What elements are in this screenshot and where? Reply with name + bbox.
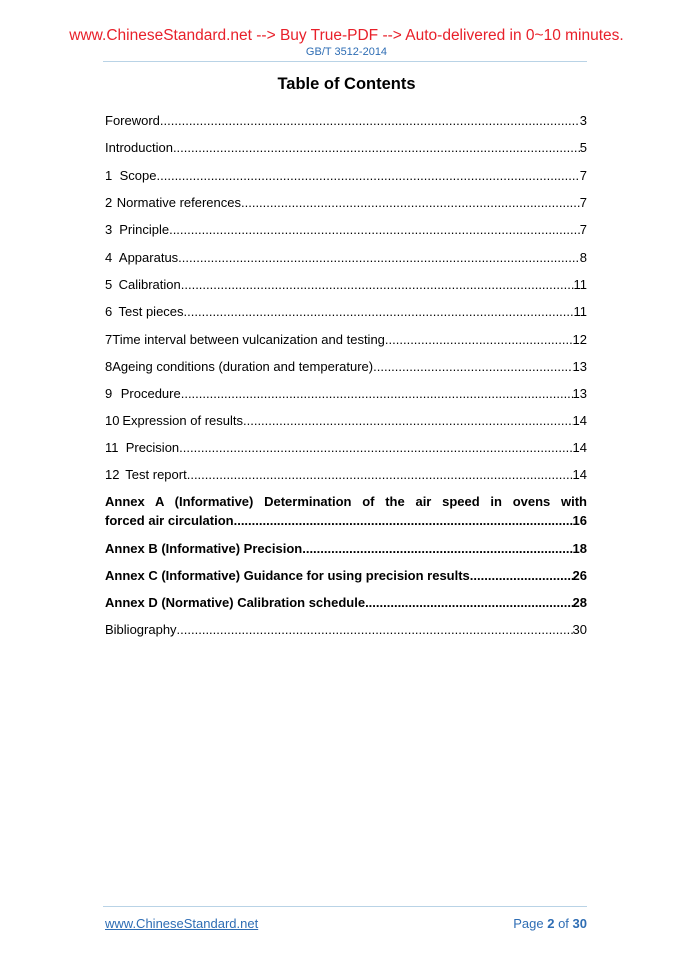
- toc-entry[interactable]: [105, 541, 587, 559]
- toc-entry-page: 7: [579, 222, 587, 237]
- page-total: 30: [572, 916, 587, 931]
- dot-leader: [373, 359, 572, 374]
- toc-entry-label: Apparatus: [118, 250, 179, 265]
- toc-entry[interactable]: [105, 440, 587, 458]
- dot-leader: [241, 195, 580, 210]
- dot-leader: [365, 595, 572, 610]
- dot-leader: [178, 250, 580, 265]
- dot-leader: [177, 622, 573, 637]
- toc-entry-label: Calibration: [118, 277, 181, 292]
- dot-leader: [243, 413, 573, 428]
- toc-entry-page: 14: [572, 467, 587, 482]
- toc-entry-page: 12: [572, 332, 587, 347]
- dot-leader: [179, 440, 572, 455]
- page-title: Table of Contents: [277, 75, 416, 93]
- toc-entry-number: 8: [105, 359, 113, 374]
- toc-entry-page: 5: [579, 140, 587, 155]
- toc-entry[interactable]: [105, 277, 587, 295]
- toc-entry-page: 28: [572, 595, 587, 610]
- page-prefix: Page: [513, 916, 548, 931]
- toc-entry-label: Expression of results: [122, 413, 243, 428]
- toc-entry[interactable]: [105, 413, 587, 431]
- toc-entry-number: 2: [105, 195, 113, 210]
- toc-entry-annex-a-line1[interactable]: Annex A (Informative) Determination of the air speed in ovens with: [105, 494, 587, 509]
- toc-entry-label: Test report: [125, 467, 187, 482]
- toc-entry-page: 26: [572, 568, 587, 583]
- toc-entry-number: 11: [105, 440, 119, 455]
- toc-entry-page: 13: [572, 359, 587, 374]
- toc-entry[interactable]: [105, 386, 587, 404]
- toc-entry[interactable]: [105, 168, 587, 186]
- toc-entry-label: Time interval between vulcanization and testing: [112, 332, 385, 347]
- toc-entry[interactable]: [105, 195, 587, 213]
- dot-leader: [173, 140, 580, 155]
- toc-entry[interactable]: [105, 622, 587, 640]
- toc-entry-number: 5: [105, 277, 113, 292]
- toc-entry-number: 1: [105, 168, 113, 183]
- toc-entry-label: Annex C (Informative) Guidance for using precision results: [105, 568, 470, 583]
- footer-divider: [103, 906, 587, 907]
- toc-entry-label: Bibliography: [105, 622, 177, 637]
- toc-entry-number: 7: [105, 332, 113, 347]
- dot-leader: [181, 386, 573, 401]
- toc-entry-label: Scope: [119, 168, 157, 183]
- toc-entry-page: 11: [573, 277, 587, 292]
- toc-entry-page: 7: [579, 168, 587, 183]
- toc-entry-number: 12: [105, 467, 120, 482]
- toc-entry[interactable]: [105, 250, 587, 268]
- toc-entry-page: 7: [579, 195, 587, 210]
- footer-website-link[interactable]: www.ChineseStandard.net: [105, 916, 259, 931]
- page-of: of: [554, 916, 573, 931]
- toc-entry[interactable]: [105, 513, 587, 531]
- dot-leader: [302, 541, 572, 556]
- toc-entry-page: 18: [572, 541, 587, 556]
- toc-entry-label: Principle: [119, 222, 170, 237]
- toc-entry-number: 4: [105, 250, 113, 265]
- dot-leader: [169, 222, 580, 237]
- toc-entry[interactable]: [105, 332, 587, 350]
- toc-entry-label: Precision: [125, 440, 180, 455]
- toc-entry[interactable]: [105, 359, 587, 377]
- toc-entry[interactable]: [105, 595, 587, 613]
- toc-entry[interactable]: [105, 222, 587, 240]
- toc-entry-page: 13: [572, 386, 587, 401]
- dot-leader: [187, 467, 573, 482]
- toc-entry-label: Annex D (Normative) Calibration schedule: [105, 595, 366, 610]
- promo-banner[interactable]: www.ChineseStandard.net --> Buy True-PDF --> Auto-delivered in 0~10 minutes.: [69, 27, 624, 44]
- toc-entry-label: Annex B (Informative) Precision: [105, 541, 303, 556]
- toc-entry-label: Procedure: [120, 386, 181, 401]
- dot-leader: [470, 568, 573, 583]
- dot-leader: [385, 332, 573, 347]
- toc-entry-page: 14: [572, 413, 587, 428]
- toc-entry-number: 10: [105, 413, 120, 428]
- toc-entry-number: 9: [105, 386, 113, 401]
- toc-entry-page: 11: [573, 304, 587, 319]
- dot-leader: [184, 304, 574, 319]
- toc-entry[interactable]: [105, 467, 587, 485]
- toc-entry[interactable]: [105, 304, 587, 322]
- toc-entry-label: Normative references: [116, 195, 241, 210]
- toc-entry-number: 3: [105, 222, 113, 237]
- toc-entry-label: forced air circulation: [105, 513, 234, 528]
- toc-entry-label: Test pieces: [118, 304, 184, 319]
- dot-leader: [160, 113, 580, 128]
- dot-leader: [181, 277, 574, 292]
- dot-leader: [157, 168, 580, 183]
- toc-entry[interactable]: [105, 568, 587, 586]
- toc-entry-page: 16: [572, 513, 587, 528]
- toc-entry-label: Introduction: [105, 140, 173, 155]
- toc-entry[interactable]: [105, 113, 587, 131]
- toc-entry-page: 30: [572, 622, 587, 637]
- toc-entry[interactable]: [105, 140, 587, 158]
- header-divider: [103, 61, 587, 62]
- page-current: 2: [547, 916, 555, 931]
- toc-entry-page: 8: [579, 250, 587, 265]
- page-indicator: [513, 916, 587, 931]
- dot-leader: [234, 513, 573, 528]
- toc-entry-page: 14: [572, 440, 587, 455]
- standard-number: GB/T 3512-2014: [305, 46, 388, 58]
- toc-entry-page: 3: [579, 113, 587, 128]
- toc-entry-number: 6: [105, 304, 113, 319]
- toc-entry-label: Ageing conditions (duration and temperature): [112, 359, 374, 374]
- toc-entry-label: Foreword: [105, 113, 160, 128]
